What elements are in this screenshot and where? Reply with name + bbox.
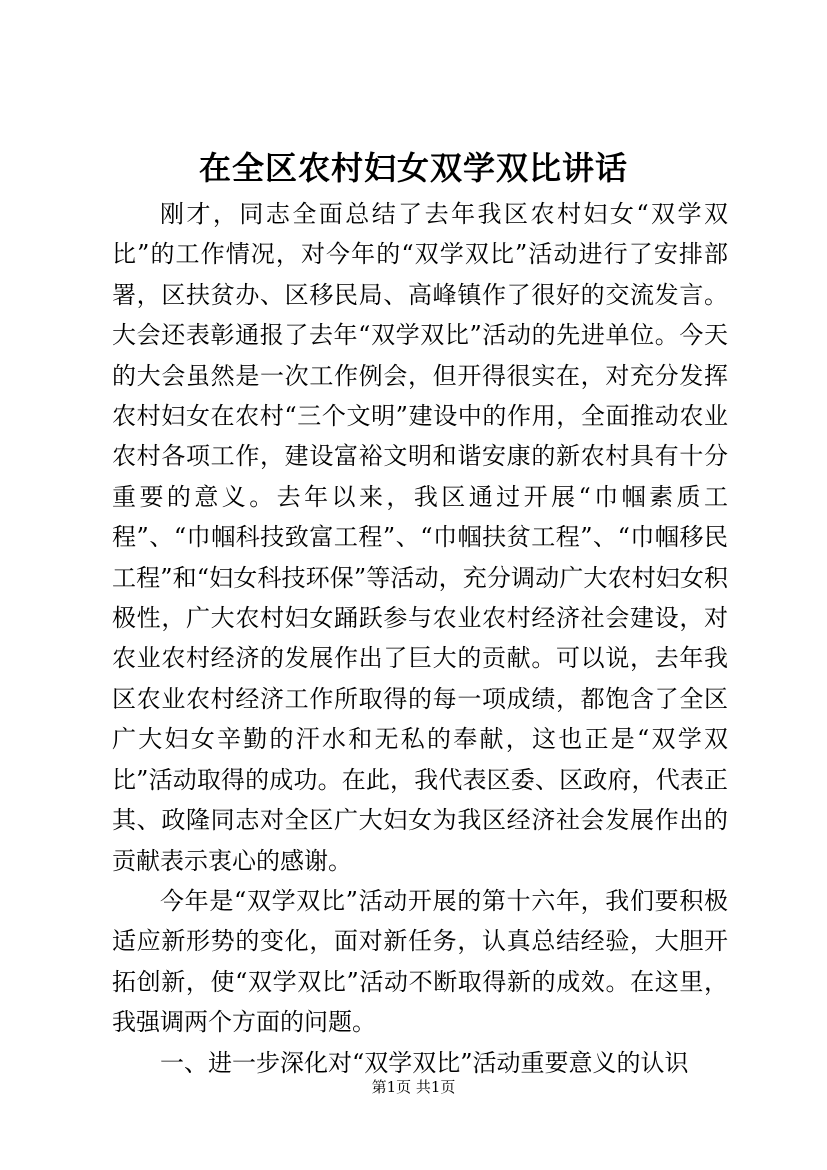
page-footer: 第1页 共1页	[371, 1078, 456, 1096]
document-body	[112, 194, 728, 1083]
paragraph-1: 刚才，同志全面总结了去年我区农村妇女“双学双比”的工作情况，对今年的“双学双比”活动进行了安排部署，区扶贫办、区移民局、高峰镇作了很好的交流发言。大会还表彰通报了去年“双学双比”活动的先进单位。今天的大会虽然是一次工作例会，但开得很实在，对充分发挥农村妇女在农村“三个文明”建设中的作用，全面推动农业农村各项工作，建设富裕文明和谐安康的新农村具有十分重要的意义。去年以来，我区通过开展“巾帼素质工程”、“巾帼科技致富工程”、“巾帼扶贫工程”、“巾帼移民工程”和“妇女科技环保”等活动，充分调动广大农村妇女积极性，广大农村妇女踊跃参与农业农村经济社会建设，对农业农村经济的发展作出了巨大的贡献。可以说，去年我区农业农村经济工作所取得的每一项成绩，都饱含了全区广大妇女辛勤的汗水和无私的奉献，这也正是“双学双比”活动取得的成功。在此，我代表区委、区政府，代表正其、政隆同志对全区广大妇女为我区经济社会发展作出的贡献表示衷心的感谢。	[112, 200, 728, 875]
section-heading: 一、进一步深化对“双学双比”活动重要意义的认识	[160, 1048, 689, 1077]
document-title: 在全区农村妇女双学双比讲话	[198, 149, 628, 187]
paragraph-2: 今年是“双学双比”活动开展的第十六年，我们要积极适应新形势的变化，面对新任务，认真总结经验，大胆开拓创新，使“双学双比”活动不断取得新的成效。在这里，我强调两个方面的问题。	[112, 886, 728, 1037]
